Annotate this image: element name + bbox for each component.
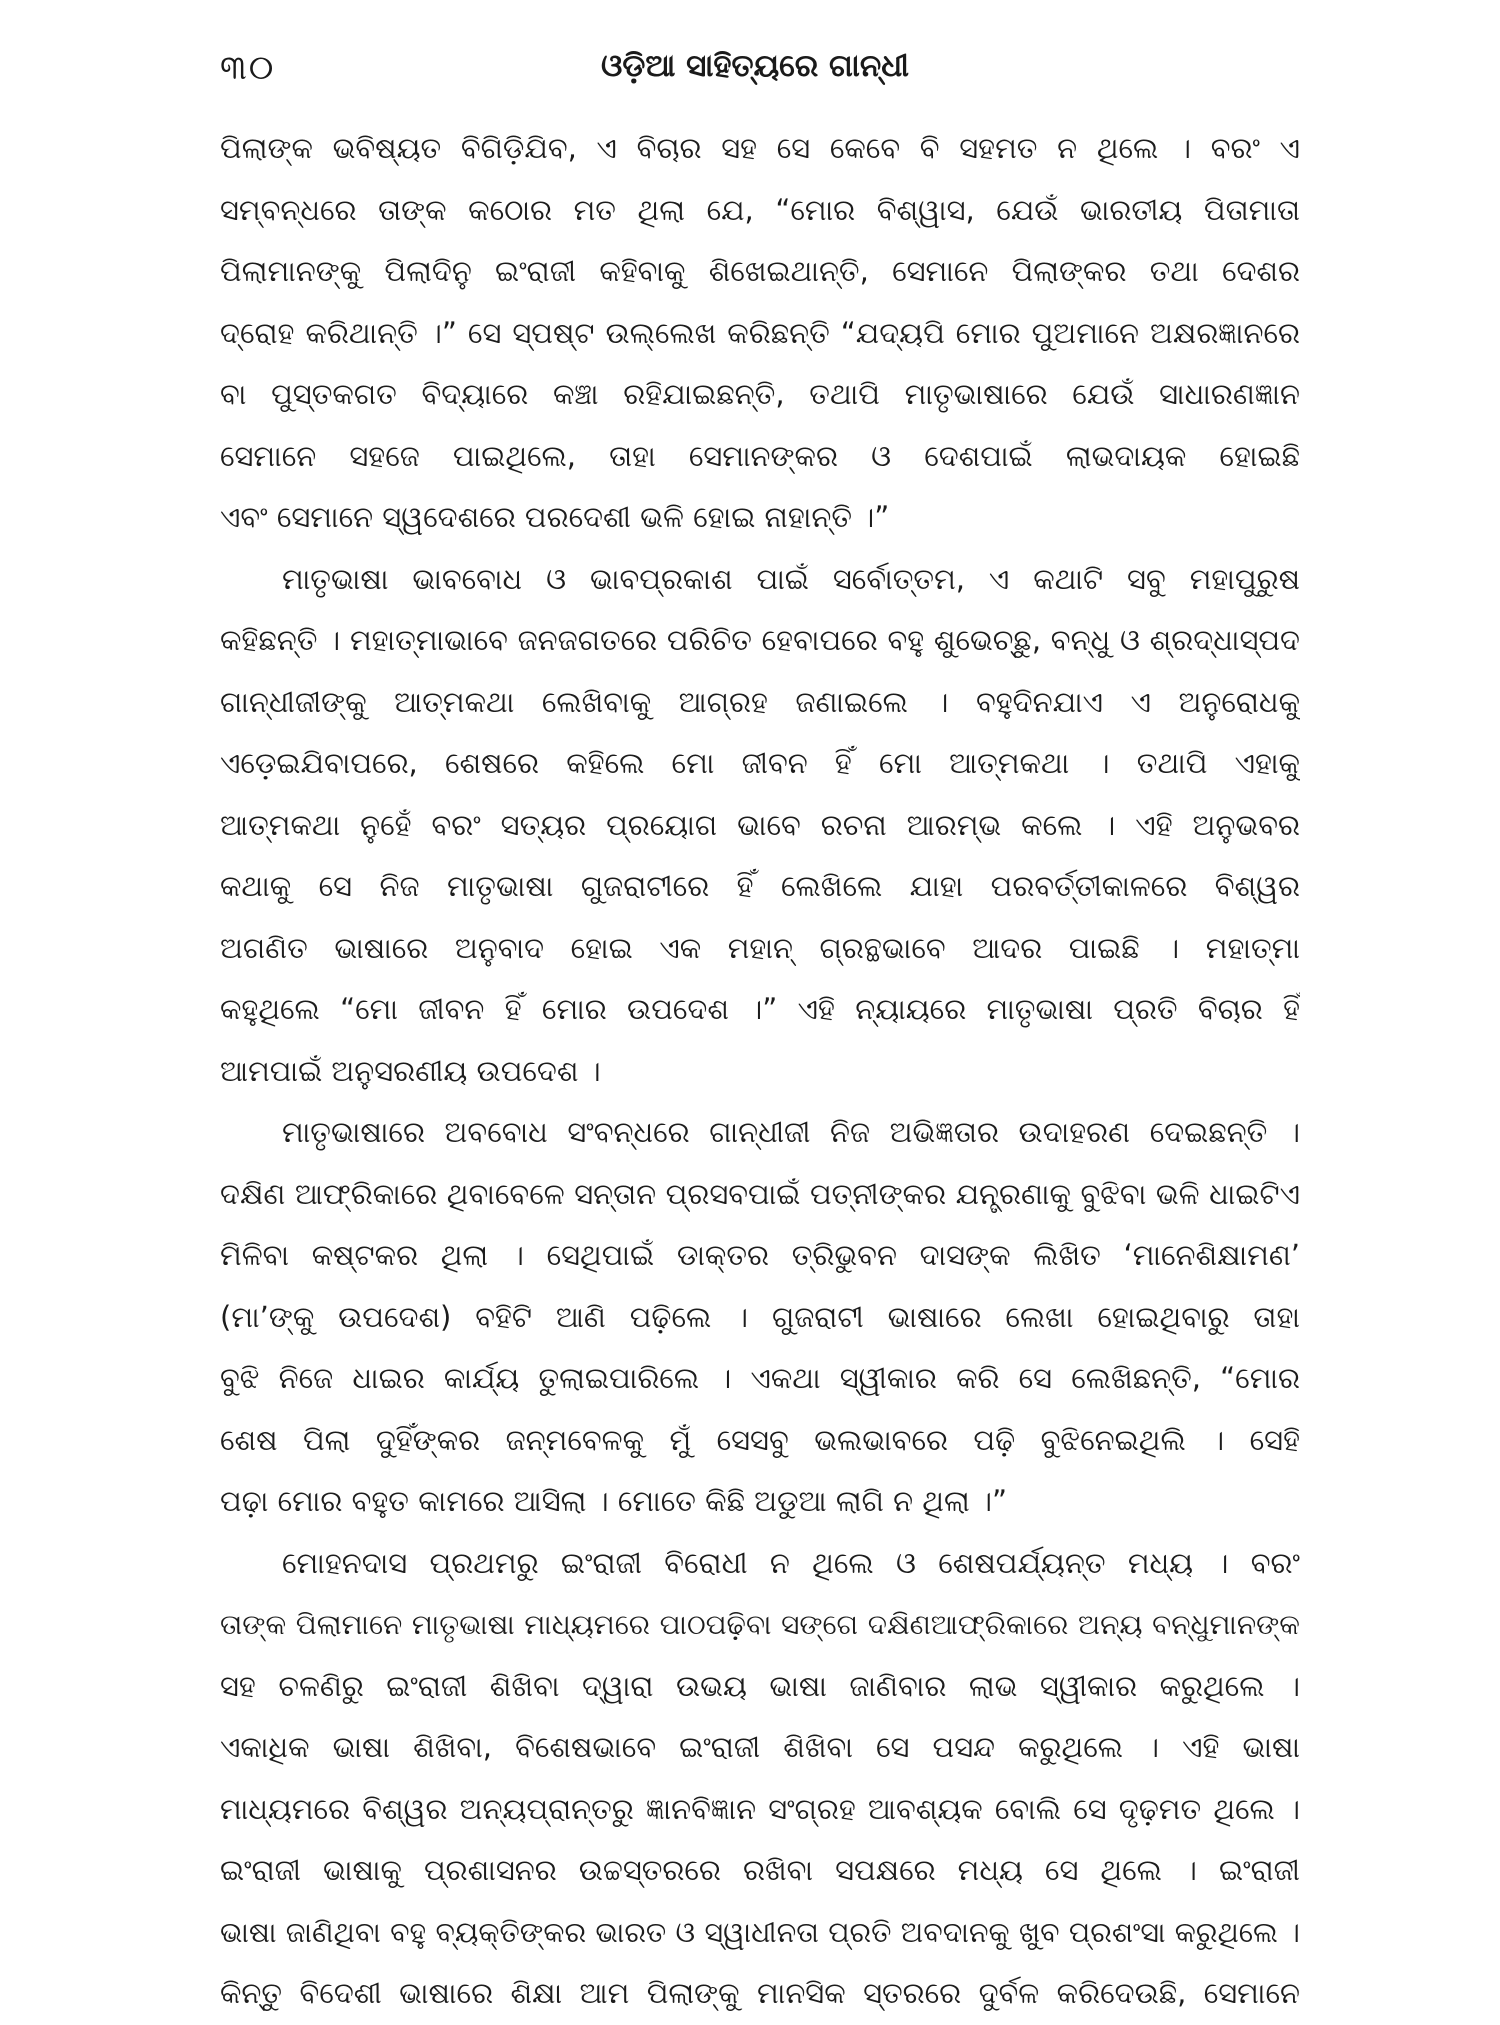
text-line-1: ପିଲାଙ୍କ ଭବିଷ୍ୟତ ବିଗିଡ଼ିଯିବ, ଏ ବିଚାର ସହ ସେ କେବେ ବି ସହମତ ନ ଥିଲେ । ବରଂ ଏ (220, 131, 1300, 165)
text-line-26: ସହ ଚଳଣିରୁ ଇଂରାଜୀ ଶିଖିବା ଦ୍ୱାରା ଉଭୟ ଭାଷା ଜାଣିବାର ଲାଭ ସ୍ୱୀକାର କରୁଥିଲେ । (220, 1668, 1300, 1703)
text-line-12: ଆତ୍ମକଥା ନୁହେଁ ବରଂ ସତ୍ୟର ପ୍ରୟୋଗ ଭାବେ ରଚନା ଆରମ୍ଭ କଲେ । ଏହି ଅନୁଭବର (220, 807, 1300, 842)
page-header (220, 48, 1290, 100)
text-line-6: ସେମାନେ ସହଜେ ପାଇଥିଲେ, ତାହା ସେମାନଙ୍କର ଓ ଦେଶପାଇଁ ଲାଭଦାୟକ ହୋଇଛି (220, 438, 1300, 473)
text-line-9: କହିଛନ୍ତି । ମହାତ୍ମାଭାବେ ଜନଜଗତରେ ପରିଚିତ ହେବାପରେ ବହୁ ଶୁଭେଚ୍ଛୁ, ବନ୍ଧୁ ଓ ଶ୍ରଦ୍ଧାସ୍ପଦ (220, 623, 1300, 657)
text-line-27: ଏକାଧିକ ଭାଷା ଶିଖିବା, ବିଶେଷଭାବେ ଇଂରାଜୀ ଶିଖିବା ସେ ପସନ୍ଦ କରୁଥିଲେ । ଏହି ଭାଷା (220, 1730, 1300, 1764)
text-line-8: ମାତୃଭାଷା ଭାବବୋଧ ଓ ଭାବପ୍ରକାଶ ପାଇଁ ସର୍ବୋତ୍ତମ, ଏ କଥାଟି ସବୁ ମହାପୁରୁଷ (282, 561, 1300, 596)
text-line-28: ମାଧ୍ୟମରେ ବିଶ୍ୱର ଅନ୍ୟପ୍ରାନ୍ତରୁ ଜ୍ଞାନବିଜ୍ଞାନ ସଂଗ୍ରହ ଆବଶ୍ୟକ ବୋଲି ସେ ଦୃଢ଼ମତ ଥିଲେ । (220, 1791, 1300, 1826)
text-line-4: ଦ୍ରୋହ କରିଥାନ୍ତି ।” ସେ ସ୍ପଷ୍ଟ ଉଲ୍ଲେଖ କରିଛନ୍ତି “ଯଦ୍ୟପି ମୋର ପୁଅମାନେ ଅକ୍ଷରଜ୍ଞାନରେ (220, 315, 1300, 350)
text-line-11: ଏଡ଼େଇଯିବାପରେ, ଶେଷରେ କହିଲେ ମୋ ଜୀବନ ହିଁ ମୋ ଆତ୍ମକଥା । ତଥାପି ଏହାକୁ (220, 746, 1300, 780)
text-line-24: ମୋହନଦାସ ପ୍ରଥମରୁ ଇଂରାଜୀ ବିରୋଧୀ ନ ଥିଲେ ଓ ଶେଷପର୍ଯ୍ୟନ୍ତ ମଧ୍ୟ । ବରଂ (282, 1545, 1300, 1580)
text-line-14: ଅଗଣିତ ଭାଷାରେ ଅନୁବାଦ ହୋଇ ଏକ ମହାନ୍ ଗ୍ରନ୍ଥଭାବେ ଆଦର ପାଇଛି । ମହାତ୍ମା (220, 930, 1300, 965)
page-number: ୩୦ (220, 48, 276, 88)
text-line-21: ବୁଝି ନିଜେ ଧାଇର କାର୍ଯ୍ୟ ତୁଲାଇପାରିଲେ । ଏକଥା ସ୍ୱୀକାର କରି ସେ ଲେଖିଛନ୍ତି, “ମୋର (220, 1361, 1300, 1395)
text-line-30: ଭାଷା ଜାଣିଥିବା ବହୁ ବ୍ୟକ୍ତିଙ୍କର ଭାରତ ଓ ସ୍ୱାଧୀନତା ପ୍ରତି ଅବଦାନକୁ ଖୁବ ପ୍ରଶଂସା କରୁଥିଲେ । (220, 1915, 1300, 1949)
text-line-16: ଆମପାଇଁ ଅନୁସରଣୀୟ ଉପଦେଶ । (220, 1053, 601, 1088)
text-line-31: କିନ୍ତୁ ବିଦେଶୀ ଭାଷାରେ ଶିକ୍ଷା ଆମ ପିଲାଙ୍କୁ ମାନସିକ ସ୍ତରରେ ଦୁର୍ବଳ କରିଦେଉଛି, ସେମାନେ (220, 1976, 1300, 2010)
text-line-7: ଏବଂ ସେମାନେ ସ୍ୱଦେଶରେ ପରଦେଶୀ ଭଳି ହୋଇ ନାହାନ୍ତି ।” (220, 500, 890, 534)
text-line-15: କହୁଥିଲେ “ମୋ ଜୀବନ ହିଁ ମୋର ଉପଦେଶ ।” ଏହି ନ୍ୟାୟରେ ମାତୃଭାଷା ପ୍ରତି ବିଚାର ହିଁ (220, 992, 1300, 1026)
text-line-18: ଦକ୍ଷିଣ ଆଫ୍ରିକାରେ ଥିବାବେଳେ ସନ୍ତାନ ପ୍ରସବପାଇଁ ପତ୍ନୀଙ୍କର ଯନ୍ତ୍ରଣାକୁ ବୁଝିବା ଭଳି ଧାଇଟିଏ (220, 1176, 1300, 1211)
text-line-2: ସମ୍ବନ୍ଧରେ ତାଙ୍କ କଠୋର ମତ ଥିଲା ଯେ, “ମୋର ବିଶ୍ୱାସ, ଯେଉଁ ଭାରତୀୟ ପିତାମାତା (220, 192, 1300, 227)
text-line-29: ଇଂରାଜୀ ଭାଷାକୁ ପ୍ରଶାସନର ଉଚ୍ଚସ୍ତରରେ ରଖିବା ସପକ୍ଷରେ ମଧ୍ୟ ସେ ଥିଲେ । ଇଂରାଜୀ (220, 1853, 1300, 1887)
text-line-19: ମିଳିବା କଷ୍ଟକର ଥିଲା । ସେଥିପାଇଁ ଡାକ୍ତର ତ୍ରିଭୁବନ ଦାସଙ୍କ ଲିଖିତ ‘ମାନେଶିକ୍ଷାମଣ’ (220, 1238, 1300, 1272)
text-line-23: ପଢ଼ା ମୋର ବହୁତ କାମରେ ଆସିଲା । ମୋତେ କିଛି ଅଡୁଆ ଲାଗି ନ ଥିଲା ।” (220, 1484, 1008, 1518)
text-line-3: ପିଲାମାନଙ୍କୁ ପିଲାଦିନୁ ଇଂରାଜୀ କହିବାକୁ ଶିଖେଇଥାନ୍ତି, ସେମାନେ ପିଲାଙ୍କର ତଥା ଦେଶର (220, 254, 1300, 288)
text-line-20: (ମା’ଙ୍କୁ ଉପଦେଶ) ବହିଟି ଆଣି ପଢ଼ିଲେ । ଗୁଜରାଟୀ ଭାଷାରେ ଲେଖା ହୋଇଥିବାରୁ ତାହା (220, 1299, 1300, 1334)
body-text (220, 118, 1300, 2025)
text-line-13: କଥାକୁ ସେ ନିଜ ମାତୃଭାଷା ଗୁଜରାଟୀରେ ହିଁ ଲେଖିଲେ ଯାହା ପରବର୍ତ୍ତୀକାଳରେ ବିଶ୍ୱର (220, 869, 1300, 903)
running-title: ଓଡ଼ିଆ ସାହିତ୍ୟରେ ଗାନ୍ଧୀ (601, 48, 909, 84)
text-line-25: ତାଙ୍କ ପିଲାମାନେ ମାତୃଭାଷା ମାଧ୍ୟମରେ ପାଠପଢ଼ିବା ସଙ୍ଗେ ଦକ୍ଷିଣଆଫ୍ରିକାରେ ଅନ୍ୟ ବନ୍ଧୁମାନଙ୍କ (220, 1608, 1300, 1641)
text-line-17: ମାତୃଭାଷାରେ ଅବବୋଧ ସଂବନ୍ଧରେ ଗାନ୍ଧୀଜୀ ନିଜ ଅଭିଜ୍ଞତାର ଉଦାହରଣ ଦେଇଛନ୍ତି । (282, 1115, 1300, 1149)
text-line-22: ଶେଷ ପିଲା ଦୁହିଁଙ୍କର ଜନ୍ମବେଳକୁ ମୁଁ ସେସବୁ ଭଲଭାବରେ ପଢ଼ି ବୁଝିନେଇଥିଲି । ସେହି (220, 1422, 1300, 1457)
text-line-5: ବା ପୁସ୍ତକଗତ ବିଦ୍ୟାରେ କଞ୍ଚା ରହିଯାଇଛନ୍ତି, ତଥାପି ମାତୃଭାଷାରେ ଯେଉଁ ସାଧାରଣଜ୍ଞାନ (220, 377, 1300, 411)
text-line-10: ଗାନ୍ଧୀଜୀଙ୍କୁ ଆତ୍ମକଥା ଲେଖିବାକୁ ଆଗ୍ରହ ଜଣାଇଲେ । ବହୁଦିନଯାଏ ଏ ଅନୁରୋଧକୁ (220, 684, 1300, 719)
